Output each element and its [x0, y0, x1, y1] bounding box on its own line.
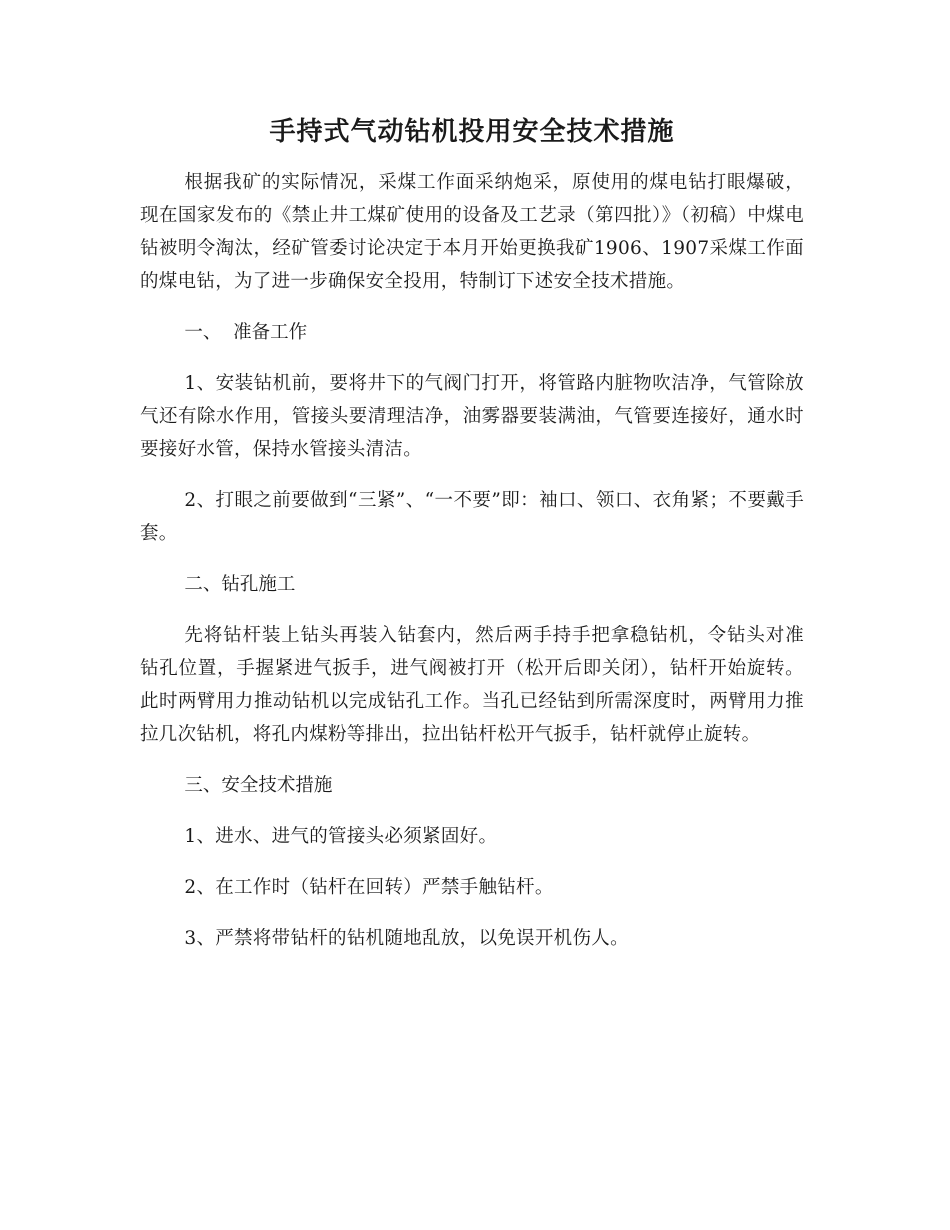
safety-item-2: 2、在工作时（钻杆在回转）严禁手触钻杆。 — [184, 877, 554, 898]
safety-item-1: 1、进水、进气的管接头必须紧固好。 — [184, 826, 498, 847]
preparation-item-2: 2、打眼之前要做到“三紧”、“一不要”即：袖口、领口、衣角紧；不要戴手套。 — [140, 490, 804, 544]
section-heading-safety: 三、安全技术措施 — [184, 775, 333, 796]
document-title: 手持式气动钻机投用安全技术措施 — [269, 117, 675, 147]
document-page — [140, 112, 804, 973]
drilling-paragraph: 先将钻杆装上钻头再装入钻套内，然后两手持手把拿稳钻机，令钻头对准钻孔位置，手握紧进气扳手，进气阀被打开（松开后即关闭），钻杆开始旋转。此时两臂用力推动钻机以完成钻孔工作。当孔已经钻到所需深度时，两臂用力推拉几次钻机，将孔内煤粉等排出，拉出钻杆松开气扳手，钻杆就停止旋转。 — [140, 625, 804, 745]
section-heading-preparation: 一、 准备工作 — [184, 322, 308, 343]
intro-paragraph: 根据我矿的实际情况，采煤工作面采纳炮采，原使用的煤电钻打眼爆破，现在国家发布的《禁止井工煤矿使用的设备及工艺录（第四批）》（初稿）中煤电钻被明令淘汰，经矿管委讨论决定于本月开始更换我矿1906、1907采煤工作面的煤电钻，为了进一步确保安全投用，特制订下述安全技术措施。 — [140, 172, 804, 292]
preparation-item-1: 1、安装钻机前，要将井下的气阀门打开，将管路内脏物吹洁净，气管除放气还有除水作用，管接头要清理洁净，油雾器要装满油，气管要连接好，通水时要接好水管，保持水管接头清洁。 — [140, 373, 804, 460]
safety-item-3: 3、严禁将带钻杆的钻机随地乱放，以免误开机伤人。 — [184, 928, 629, 949]
section-heading-drilling: 二、钻孔施工 — [184, 574, 296, 595]
